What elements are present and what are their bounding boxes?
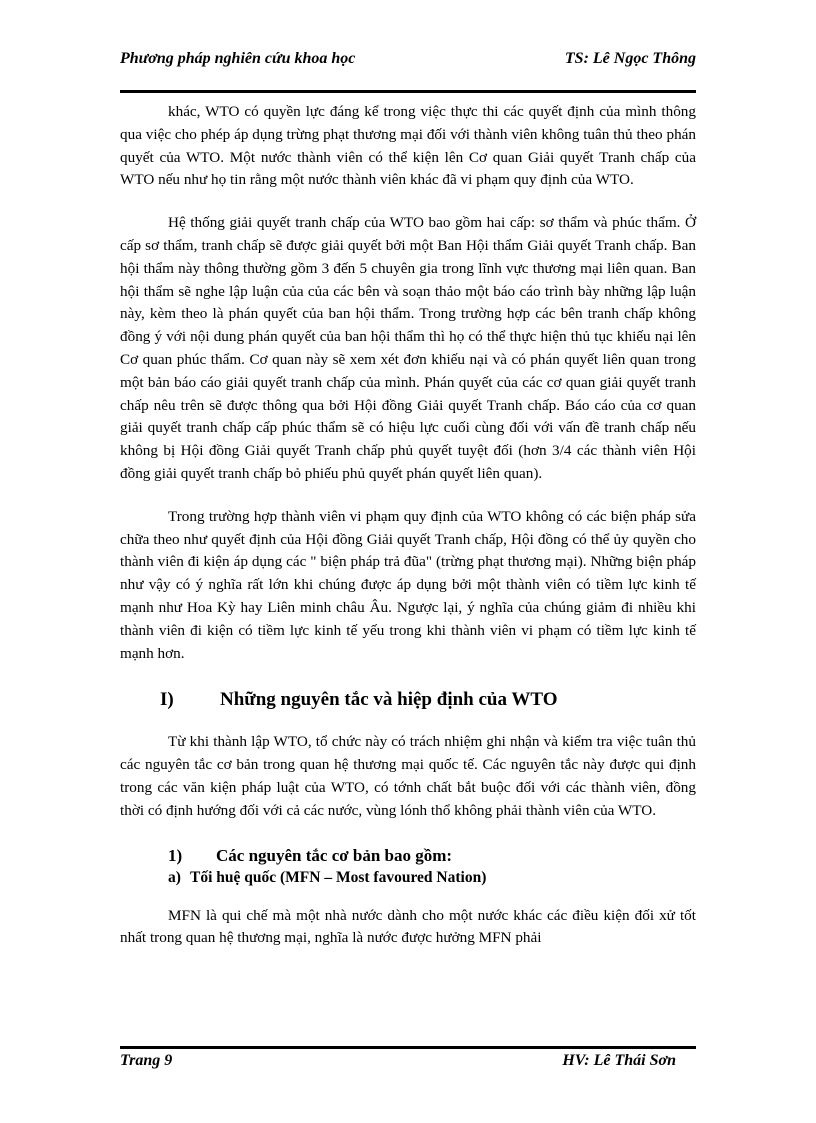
subsubsection-number: a) [168, 868, 181, 886]
header-divider [120, 90, 696, 93]
header-instructor: TS: Lê Ngọc Thông [564, 50, 696, 67]
subsection-number: 1) [168, 845, 183, 865]
paragraph-spacer [120, 486, 696, 506]
page-body [120, 101, 696, 950]
body-paragraph: Trong trường hợp thành viên vi phạm quy định của WTO không có các biện pháp sửa chữa theo như quyết định của Hội đồng Giải quyết Tranh chấp, Hội đồng có thể ủy quyền cho thành viên đi kiện áp dụng các " biện pháp trả đũa" (trừng phạt thương mại). Những biện pháp như vậy có ý nghĩa rất lớn khi chúng được áp dụng bởi một thành viên có tiềm lực kinh tế mạnh như Hoa Kỳ hay Liên minh châu Âu. Ngược lại, ý nghĩa của chúng giảm đi nhiều khi thành viên đi kiện có tiềm lực kinh tế yếu trong khi thành viên vi phạm có tiềm lực kinh tế mạnh hơn. [120, 507, 696, 662]
subsection-title: Các nguyên tắc cơ bản bao gồm: [216, 845, 453, 865]
section-title: Những nguyên tắc và hiệp định của WTO [220, 689, 558, 711]
subsubsection-paragraph: MFN là qui chế mà một nhà nước dành cho một nước khác các điều kiện đối xử tốt nhất trong quan hệ thương mại, nghĩa là nước được hưởng MFN phải [120, 906, 696, 947]
body-paragraph: Hệ thống giải quyết tranh chấp của WTO bao gồm hai cấp: sơ thẩm và phúc thẩm. Ở cấp sơ thẩm, tranh chấp sẽ được giải quyết bởi một Ban Hội thẩm Giải quyết Tranh chấp. Ban hội thẩm này thông thường gồm 3 đến 5 chuyên gia trong lĩnh vực thương mại liên quan. Ban hội thẩm sẽ nghe lập luận của của các bên và soạn thảo một báo cáo trình bày những lập luận này, kèm theo là phán quyết của ban hội thẩm. Trong trường hợp các bên tranh chấp không đồng ý với nội dung phán quyết của ban hội thẩm thì họ có thể thực hiện thủ tục khiếu nại lên Cơ quan phúc thẩm. Cơ quan này sẽ xem xét đơn khiếu nại và có phán quyết liên quan trong một bản báo cáo giải quyết tranh chấp của mình. Phán quyết của các cơ quan giải quyết tranh chấp nêu trên sẽ được thông qua bởi Hội đồng Giải quyết Tranh chấp. Báo cáo của cơ quan giải quyết tranh chấp cấp phúc thẩm sẽ có hiệu lực cuối cùng đối với vấn đề tranh chấp nếu không bị Hội đồng Giải quyết Tranh chấp phủ quyết tuyệt đối (hơn 3/4 các thành viên Hội đồng giải quyết tranh chấp bỏ phiếu phủ quyết phán quyết liên quan). [120, 214, 696, 482]
paragraph-spacer [120, 192, 696, 212]
section-heading [120, 687, 696, 713]
section-paragraph: Từ khi thành lập WTO, tổ chức này có trách nhiệm ghi nhận và kiểm tra việc tuân thủ các nguyên tắc cơ bản trong quan hệ thương mại quốc tế. Các nguyên tắc này được qui định trong các văn kiện pháp luật của WTO, có tớnh chất bắt buộc đối với các thành viên, đồng thời có định hướng đối với cả các nước, vùng lónh thổ không phải thành viên của WTO. [120, 733, 696, 819]
footer-page-number: Trang 9 [120, 1052, 173, 1069]
body-paragraph: khác, WTO có quyền lực đáng kể trong việc thực thi các quyết định của mình thông qua việc cho phép áp dụng trừng phạt thương mại đối với thành viên không tuân thủ theo phán quyết của WTO. Một nước thành viên có thể kiện lên Cơ quan Giải quyết Tranh chấp của WTO nếu như họ tin rằng một nước thành viên khác đã vi phạm quy định của WTO. [120, 103, 696, 189]
footer-student: HV: Lê Thái Sơn [562, 1052, 676, 1069]
section-number: I) [160, 689, 174, 711]
subsection-heading [120, 845, 696, 867]
footer-divider [120, 1046, 696, 1049]
subsubsection-title: Tối huệ quốc (MFN – Most favoured Nation) [190, 868, 487, 886]
header-course-title: Phương pháp nghiên cứu khoa học [120, 50, 356, 67]
subsubsection-heading [120, 867, 696, 889]
page-header [120, 50, 696, 74]
